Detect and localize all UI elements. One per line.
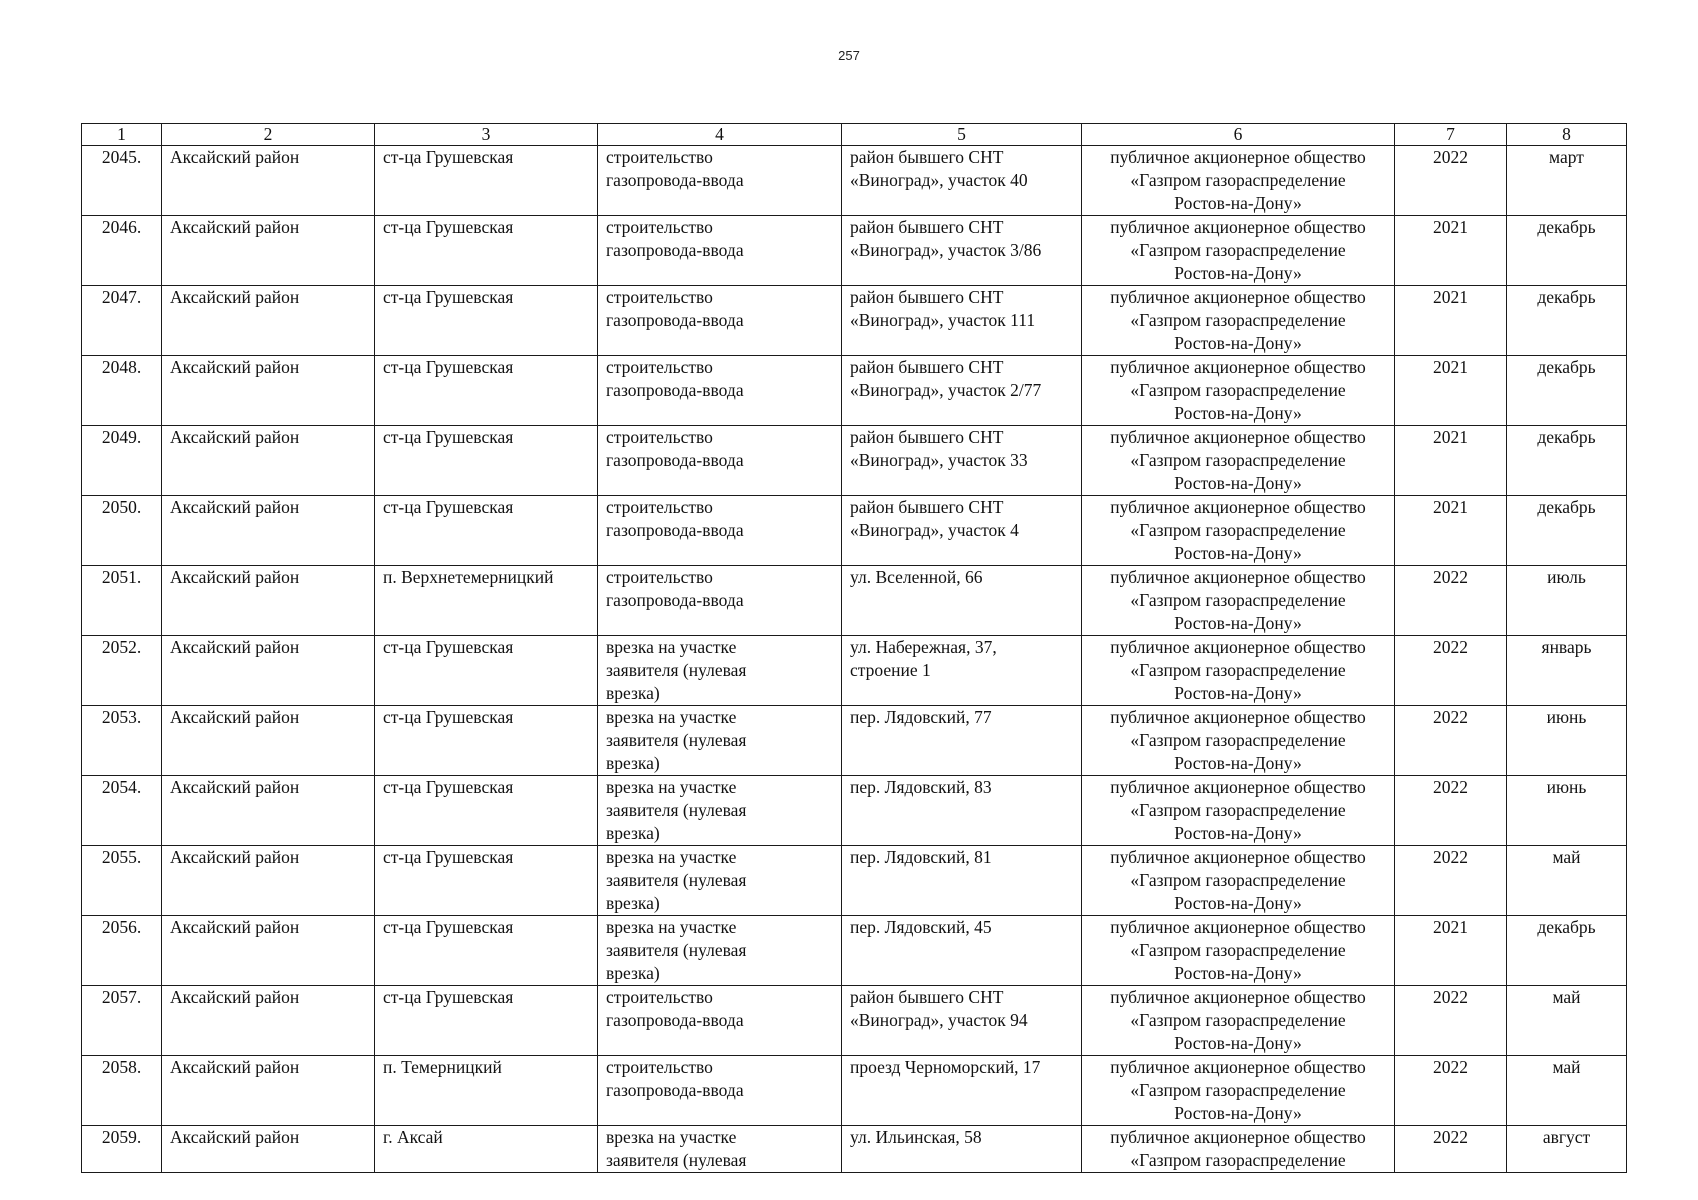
work-type-cell: строительство газопровода-ввода <box>598 146 842 216</box>
settlement-cell: ст-ца Грушевская <box>375 916 598 986</box>
work-type-cell: строительство газопровода-ввода <box>598 496 842 566</box>
column-header-1: 1 <box>82 124 162 146</box>
address-cell: ул. Вселенной, 66 <box>842 566 1082 636</box>
organization-cell: публичное акционерное общество «Газпром газораспределение Ростов-на-Дону» <box>1082 846 1395 916</box>
table-row <box>82 986 1627 1056</box>
district-cell: Аксайский район <box>162 986 375 1056</box>
month-cell: декабрь <box>1507 916 1627 986</box>
month-cell: декабрь <box>1507 286 1627 356</box>
settlement-cell: ст-ца Грушевская <box>375 286 598 356</box>
row-number: 2054. <box>82 776 162 846</box>
settlement-cell: ст-ца Грушевская <box>375 706 598 776</box>
district-cell: Аксайский район <box>162 146 375 216</box>
organization-cell: публичное акционерное общество «Газпром газораспределение Ростов-на-Дону» <box>1082 356 1395 426</box>
row-number: 2046. <box>82 216 162 286</box>
address-cell: ул. Ильинская, 58 <box>842 1126 1082 1173</box>
address-cell: район бывшего СНТ «Виноград», участок 4 <box>842 496 1082 566</box>
district-cell: Аксайский район <box>162 356 375 426</box>
year-cell: 2022 <box>1395 1126 1507 1173</box>
organization-cell: публичное акционерное общество «Газпром газораспределение Ростов-на-Дону» <box>1082 706 1395 776</box>
address-cell: ул. Набережная, 37, строение 1 <box>842 636 1082 706</box>
column-header-2: 2 <box>162 124 375 146</box>
table-row <box>82 916 1627 986</box>
organization-cell: публичное акционерное общество «Газпром газораспределение Ростов-на-Дону» <box>1082 496 1395 566</box>
settlement-cell: п. Темерницкий <box>375 1056 598 1126</box>
organization-cell: публичное акционерное общество «Газпром газораспределение Ростов-на-Дону» <box>1082 986 1395 1056</box>
work-type-cell: врезка на участке заявителя (нулевая врезка) <box>598 916 842 986</box>
organization-cell: публичное акционерное общество «Газпром газораспределение <box>1082 1126 1395 1173</box>
work-type-cell: строительство газопровода-ввода <box>598 286 842 356</box>
column-header-8: 8 <box>1507 124 1627 146</box>
district-cell: Аксайский район <box>162 916 375 986</box>
month-cell: июль <box>1507 566 1627 636</box>
year-cell: 2022 <box>1395 776 1507 846</box>
settlement-cell: ст-ца Грушевская <box>375 146 598 216</box>
district-cell: Аксайский район <box>162 1126 375 1173</box>
organization-cell: публичное акционерное общество «Газпром газораспределение Ростов-на-Дону» <box>1082 146 1395 216</box>
table-row <box>82 356 1627 426</box>
gas-connection-table <box>81 123 1627 1173</box>
work-type-cell: строительство газопровода-ввода <box>598 566 842 636</box>
year-cell: 2021 <box>1395 426 1507 496</box>
address-cell: район бывшего СНТ «Виноград», участок 2/77 <box>842 356 1082 426</box>
table-row <box>82 216 1627 286</box>
year-cell: 2021 <box>1395 916 1507 986</box>
row-number: 2055. <box>82 846 162 916</box>
table-row <box>82 146 1627 216</box>
district-cell: Аксайский район <box>162 1056 375 1126</box>
settlement-cell: ст-ца Грушевская <box>375 986 598 1056</box>
work-type-cell: строительство газопровода-ввода <box>598 1056 842 1126</box>
address-cell: пер. Лядовский, 77 <box>842 706 1082 776</box>
row-number: 2050. <box>82 496 162 566</box>
year-cell: 2022 <box>1395 146 1507 216</box>
district-cell: Аксайский район <box>162 846 375 916</box>
organization-cell: публичное акционерное общество «Газпром газораспределение Ростов-на-Дону» <box>1082 636 1395 706</box>
address-cell: пер. Лядовский, 83 <box>842 776 1082 846</box>
district-cell: Аксайский район <box>162 216 375 286</box>
district-cell: Аксайский район <box>162 426 375 496</box>
district-cell: Аксайский район <box>162 566 375 636</box>
month-cell: май <box>1507 986 1627 1056</box>
year-cell: 2022 <box>1395 846 1507 916</box>
column-header-4: 4 <box>598 124 842 146</box>
row-number: 2051. <box>82 566 162 636</box>
row-number: 2045. <box>82 146 162 216</box>
row-number: 2057. <box>82 986 162 1056</box>
table-header <box>82 124 1627 146</box>
organization-cell: публичное акционерное общество «Газпром газораспределение Ростов-на-Дону» <box>1082 566 1395 636</box>
year-cell: 2021 <box>1395 496 1507 566</box>
district-cell: Аксайский район <box>162 286 375 356</box>
table-row <box>82 776 1627 846</box>
settlement-cell: ст-ца Грушевская <box>375 496 598 566</box>
work-type-cell: врезка на участке заявителя (нулевая врезка) <box>598 846 842 916</box>
address-cell: район бывшего СНТ «Виноград», участок 40 <box>842 146 1082 216</box>
month-cell: август <box>1507 1126 1627 1173</box>
work-type-cell: строительство газопровода-ввода <box>598 356 842 426</box>
year-cell: 2022 <box>1395 636 1507 706</box>
settlement-cell: ст-ца Грушевская <box>375 216 598 286</box>
year-cell: 2022 <box>1395 566 1507 636</box>
address-cell: район бывшего СНТ «Виноград», участок 111 <box>842 286 1082 356</box>
column-header-5: 5 <box>842 124 1082 146</box>
work-type-cell: врезка на участке заявителя (нулевая врезка) <box>598 776 842 846</box>
settlement-cell: ст-ца Грушевская <box>375 356 598 426</box>
month-cell: декабрь <box>1507 426 1627 496</box>
work-type-cell: врезка на участке заявителя (нулевая врезка) <box>598 706 842 776</box>
month-cell: май <box>1507 846 1627 916</box>
year-cell: 2021 <box>1395 216 1507 286</box>
row-number: 2058. <box>82 1056 162 1126</box>
table-row <box>82 286 1627 356</box>
table-row <box>82 706 1627 776</box>
settlement-cell: ст-ца Грушевская <box>375 776 598 846</box>
work-type-cell: врезка на участке заявителя (нулевая врезка) <box>598 636 842 706</box>
settlement-cell: ст-ца Грушевская <box>375 636 598 706</box>
page-number: 257 <box>838 48 860 63</box>
table-row <box>82 566 1627 636</box>
table-row <box>82 1056 1627 1126</box>
district-cell: Аксайский район <box>162 706 375 776</box>
month-cell: декабрь <box>1507 496 1627 566</box>
table-row <box>82 426 1627 496</box>
row-number: 2048. <box>82 356 162 426</box>
district-cell: Аксайский район <box>162 776 375 846</box>
address-cell: пер. Лядовский, 81 <box>842 846 1082 916</box>
year-cell: 2021 <box>1395 286 1507 356</box>
row-number: 2047. <box>82 286 162 356</box>
address-cell: район бывшего СНТ «Виноград», участок 94 <box>842 986 1082 1056</box>
header-row <box>82 124 1627 146</box>
column-header-7: 7 <box>1395 124 1507 146</box>
organization-cell: публичное акционерное общество «Газпром газораспределение Ростов-на-Дону» <box>1082 776 1395 846</box>
month-cell: март <box>1507 146 1627 216</box>
district-cell: Аксайский район <box>162 636 375 706</box>
address-cell: район бывшего СНТ «Виноград», участок 33 <box>842 426 1082 496</box>
settlement-cell: п. Верхнетемерницкий <box>375 566 598 636</box>
organization-cell: публичное акционерное общество «Газпром газораспределение Ростов-на-Дону» <box>1082 426 1395 496</box>
row-number: 2052. <box>82 636 162 706</box>
month-cell: июнь <box>1507 776 1627 846</box>
row-number: 2056. <box>82 916 162 986</box>
year-cell: 2021 <box>1395 356 1507 426</box>
address-cell: пер. Лядовский, 45 <box>842 916 1082 986</box>
address-cell: район бывшего СНТ «Виноград», участок 3/86 <box>842 216 1082 286</box>
month-cell: декабрь <box>1507 356 1627 426</box>
settlement-cell: г. Аксай <box>375 1126 598 1173</box>
year-cell: 2022 <box>1395 1056 1507 1126</box>
table-row <box>82 636 1627 706</box>
table-row <box>82 1126 1627 1173</box>
settlement-cell: ст-ца Грушевская <box>375 846 598 916</box>
month-cell: декабрь <box>1507 216 1627 286</box>
work-type-cell: строительство газопровода-ввода <box>598 216 842 286</box>
year-cell: 2022 <box>1395 706 1507 776</box>
row-number: 2059. <box>82 1126 162 1173</box>
row-number: 2053. <box>82 706 162 776</box>
district-cell: Аксайский район <box>162 496 375 566</box>
work-type-cell: строительство газопровода-ввода <box>598 426 842 496</box>
organization-cell: публичное акционерное общество «Газпром газораспределение Ростов-на-Дону» <box>1082 916 1395 986</box>
month-cell: январь <box>1507 636 1627 706</box>
work-type-cell: строительство газопровода-ввода <box>598 986 842 1056</box>
table-row <box>82 496 1627 566</box>
table-row <box>82 846 1627 916</box>
column-header-6: 6 <box>1082 124 1395 146</box>
month-cell: май <box>1507 1056 1627 1126</box>
work-type-cell: врезка на участке заявителя (нулевая <box>598 1126 842 1173</box>
month-cell: июнь <box>1507 706 1627 776</box>
year-cell: 2022 <box>1395 986 1507 1056</box>
address-cell: проезд Черноморский, 17 <box>842 1056 1082 1126</box>
organization-cell: публичное акционерное общество «Газпром газораспределение Ростов-на-Дону» <box>1082 286 1395 356</box>
row-number: 2049. <box>82 426 162 496</box>
settlement-cell: ст-ца Грушевская <box>375 426 598 496</box>
organization-cell: публичное акционерное общество «Газпром газораспределение Ростов-на-Дону» <box>1082 216 1395 286</box>
table-body <box>82 146 1627 1173</box>
organization-cell: публичное акционерное общество «Газпром газораспределение Ростов-на-Дону» <box>1082 1056 1395 1126</box>
column-header-3: 3 <box>375 124 598 146</box>
